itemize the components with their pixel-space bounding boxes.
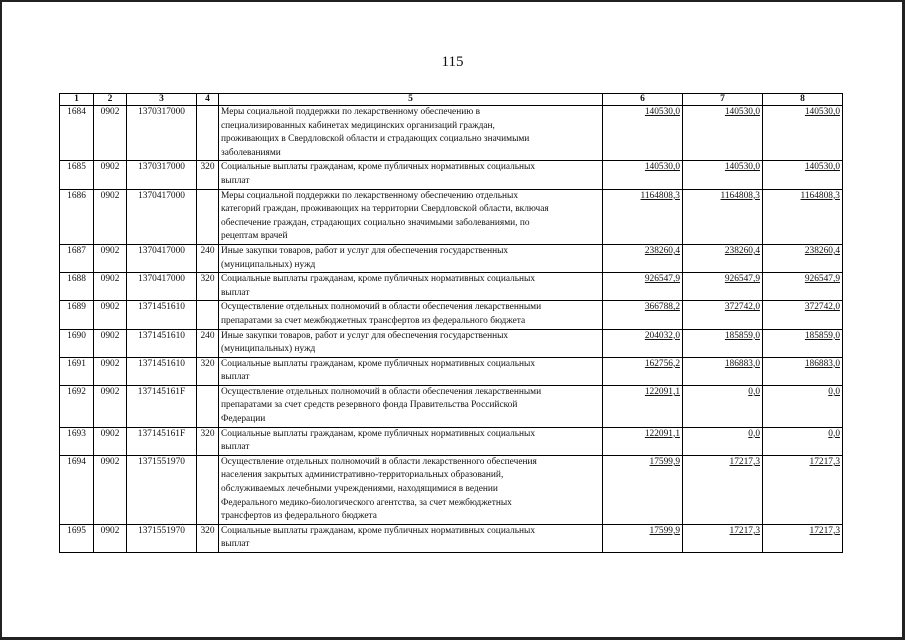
amount-cell-col-7 <box>683 244 763 272</box>
description-line: обслуживаемых лечебными учреждениями, находящимися в ведении <box>221 484 498 495</box>
amount-value: 17217,3 <box>729 525 760 536</box>
row-number-cell: 1694 <box>60 455 94 524</box>
row-number-cell: 1692 <box>60 385 94 427</box>
amount-value: 1164808,3 <box>720 190 760 201</box>
header-col-1: 1 <box>60 94 94 106</box>
section-code-cell: 0902 <box>94 524 127 552</box>
amount-value: 238260,4 <box>644 245 680 256</box>
amount-cell-col-7 <box>683 161 763 189</box>
description-line: выплат <box>221 442 250 453</box>
amount-value: 185859,0 <box>724 330 760 341</box>
expense-type-cell <box>197 106 219 161</box>
section-code-cell: 0902 <box>94 161 127 189</box>
description-line: (муниципальных) нужд <box>221 344 316 355</box>
budget-table <box>59 93 843 553</box>
section-code-cell: 0902 <box>94 301 127 329</box>
description-line: Социальные выплаты гражданам, кроме публичных нормативных социальных <box>221 525 536 536</box>
amount-cell-col-6 <box>603 273 683 301</box>
expense-type-cell <box>197 455 219 524</box>
amount-value: 238260,4 <box>724 245 760 256</box>
amount-cell-col-7 <box>683 301 763 329</box>
amount-cell-col-8 <box>763 385 843 427</box>
amount-value: 186883,0 <box>804 358 840 369</box>
expense-type-cell: 320 <box>197 524 219 552</box>
header-col-5: 5 <box>219 94 603 106</box>
expense-type-cell: 240 <box>197 329 219 357</box>
amount-value: 186883,0 <box>724 358 760 369</box>
amount-cell-col-8 <box>763 357 843 385</box>
table-row <box>60 357 843 385</box>
amount-cell-col-6 <box>603 455 683 524</box>
amount-value: 0,0 <box>748 386 760 397</box>
row-number-cell: 1689 <box>60 301 94 329</box>
amount-cell-col-7 <box>683 189 763 244</box>
row-number-cell: 1687 <box>60 244 94 272</box>
description-line: препаратами за счет межбюджетных трансфертов из федерального бюджета <box>221 315 526 326</box>
expense-type-cell: 320 <box>197 273 219 301</box>
description-cell <box>219 189 603 244</box>
amount-value: 140530,0 <box>644 162 680 173</box>
description-line: выплат <box>221 175 250 186</box>
description-line: Меры социальной поддержки по лекарственному обеспечению отдельных <box>221 190 519 201</box>
amount-cell-col-6 <box>603 301 683 329</box>
table-row <box>60 106 843 161</box>
amount-cell-col-6 <box>603 189 683 244</box>
amount-cell-col-6 <box>603 244 683 272</box>
description-line: (муниципальных) нужд <box>221 259 316 270</box>
amount-value: 122091,1 <box>644 386 680 397</box>
section-code-cell: 0902 <box>94 329 127 357</box>
amount-cell-col-6 <box>603 329 683 357</box>
row-number-cell: 1695 <box>60 524 94 552</box>
amount-cell-col-7 <box>683 427 763 455</box>
table-row <box>60 301 843 329</box>
amount-value: 1164808,3 <box>640 190 680 201</box>
amount-value: 17217,3 <box>809 456 840 467</box>
target-article-cell: 1371551970 <box>127 524 197 552</box>
amount-value: 926547,9 <box>644 274 680 285</box>
description-line: заболеваниями <box>221 147 281 158</box>
amount-value: 17217,3 <box>729 456 760 467</box>
amount-cell-col-7 <box>683 106 763 161</box>
description-line: Социальные выплаты гражданам, кроме публичных нормативных социальных <box>221 274 536 285</box>
description-line: Социальные выплаты гражданам, кроме публичных нормативных социальных <box>221 428 536 439</box>
table-row <box>60 385 843 427</box>
amount-value: 238260,4 <box>804 245 840 256</box>
section-code-cell: 0902 <box>94 385 127 427</box>
amount-value: 17599,9 <box>649 456 680 467</box>
table-header <box>60 94 843 106</box>
expense-type-cell: 320 <box>197 427 219 455</box>
amount-value: 140530,0 <box>724 107 760 117</box>
description-line: Иные закупки товаров, работ и услуг для обеспечения государственных <box>221 330 509 341</box>
expense-type-cell <box>197 301 219 329</box>
row-number-cell: 1690 <box>60 329 94 357</box>
target-article-cell: 1370317000 <box>127 106 197 161</box>
description-line: Осуществление отдельных полномочий в области обеспечения лекарственными <box>221 386 542 397</box>
row-number-cell: 1691 <box>60 357 94 385</box>
amount-value: 17217,3 <box>809 525 840 536</box>
section-code-cell: 0902 <box>94 357 127 385</box>
amount-cell-col-7 <box>683 385 763 427</box>
row-number-cell: 1685 <box>60 161 94 189</box>
description-cell <box>219 427 603 455</box>
amount-value: 122091,1 <box>644 428 680 439</box>
target-article-cell: 137145161F <box>127 385 197 427</box>
amount-cell-col-6 <box>603 106 683 161</box>
amount-cell-col-7 <box>683 524 763 552</box>
amount-value: 204032,0 <box>644 330 680 341</box>
page-number: 115 <box>441 54 464 70</box>
description-cell <box>219 106 603 161</box>
row-number-cell: 1688 <box>60 273 94 301</box>
description-line: рецептам врачей <box>221 231 288 242</box>
amount-cell-col-8 <box>763 524 843 552</box>
table-row <box>60 455 843 524</box>
description-line: Иные закупки товаров, работ и услуг для обеспечения государственных <box>221 245 509 256</box>
target-article-cell: 1371451610 <box>127 357 197 385</box>
amount-value: 1164808,3 <box>800 190 840 201</box>
description-line: Социальные выплаты гражданам, кроме публичных нормативных социальных <box>221 358 536 369</box>
amount-cell-col-8 <box>763 161 843 189</box>
amount-value: 372742,0 <box>724 302 760 313</box>
description-cell <box>219 244 603 272</box>
amount-value: 372742,0 <box>804 302 840 313</box>
section-code-cell: 0902 <box>94 244 127 272</box>
amount-cell-col-8 <box>763 427 843 455</box>
table-row <box>60 244 843 272</box>
row-number-cell: 1693 <box>60 427 94 455</box>
amount-value: 162756,2 <box>644 358 680 369</box>
description-cell <box>219 385 603 427</box>
description-cell <box>219 301 603 329</box>
table-row <box>60 524 843 552</box>
amount-value: 0,0 <box>748 428 760 439</box>
table-row <box>60 273 843 301</box>
description-line: выплат <box>221 287 250 298</box>
target-article-cell: 1371451610 <box>127 301 197 329</box>
description-line: выплат <box>221 539 250 550</box>
description-line: Федерации <box>221 414 266 425</box>
expense-type-cell: 320 <box>197 357 219 385</box>
amount-value: 140530,0 <box>724 162 760 173</box>
amount-cell-col-6 <box>603 357 683 385</box>
description-cell <box>219 455 603 524</box>
description-line: обеспечение граждан, страдающих социально значимыми заболеваниями, по <box>221 217 530 228</box>
row-number-cell: 1686 <box>60 189 94 244</box>
description-cell <box>219 273 603 301</box>
section-code-cell: 0902 <box>94 427 127 455</box>
amount-cell-col-8 <box>763 244 843 272</box>
description-line: Осуществление отдельных полномочий в области лекарственного обеспечения <box>221 456 537 467</box>
target-article-cell: 1370417000 <box>127 189 197 244</box>
amount-cell-col-8 <box>763 329 843 357</box>
amount-cell-col-6 <box>603 161 683 189</box>
description-line: Федерального медико-биологического агентства, за счет межбюджетных <box>221 497 512 508</box>
amount-cell-col-8 <box>763 455 843 524</box>
target-article-cell: 1370417000 <box>127 244 197 272</box>
description-line: выплат <box>221 372 250 383</box>
amount-value: 17599,9 <box>649 525 680 536</box>
description-line: специализированных кабинетах медицинских организаций граждан, <box>221 120 495 131</box>
table-row <box>60 189 843 244</box>
description-line: Осуществление отдельных полномочий в области обеспечения лекарственными <box>221 302 542 313</box>
target-article-cell: 137145161F <box>127 427 197 455</box>
section-code-cell: 0902 <box>94 273 127 301</box>
amount-cell-col-8 <box>763 273 843 301</box>
target-article-cell: 1370417000 <box>127 273 197 301</box>
target-article-cell: 1371451610 <box>127 329 197 357</box>
amount-cell-col-7 <box>683 273 763 301</box>
header-col-8: 8 <box>763 94 843 106</box>
table-row <box>60 329 843 357</box>
amount-cell-col-8 <box>763 301 843 329</box>
header-col-2: 2 <box>94 94 127 106</box>
amount-cell-col-7 <box>683 329 763 357</box>
amount-cell-col-7 <box>683 455 763 524</box>
amount-value: 0,0 <box>828 386 840 397</box>
description-cell <box>219 161 603 189</box>
amount-value: 140530,0 <box>644 107 680 117</box>
target-article-cell: 1371551970 <box>127 455 197 524</box>
amount-value: 140530,0 <box>804 162 840 173</box>
expense-type-cell: 240 <box>197 244 219 272</box>
table-row <box>60 161 843 189</box>
expense-type-cell <box>197 385 219 427</box>
row-number-cell: 1684 <box>60 106 94 161</box>
header-row <box>60 94 843 106</box>
amount-value: 185859,0 <box>804 330 840 341</box>
amount-cell-col-6 <box>603 524 683 552</box>
section-code-cell: 0902 <box>94 455 127 524</box>
section-code-cell: 0902 <box>94 189 127 244</box>
header-col-4: 4 <box>197 94 219 106</box>
amount-cell-col-6 <box>603 427 683 455</box>
target-article-cell: 1370317000 <box>127 161 197 189</box>
amount-value: 926547,9 <box>804 274 840 285</box>
table-body <box>60 106 843 553</box>
amount-cell-col-8 <box>763 189 843 244</box>
amount-value: 140530,0 <box>804 107 840 117</box>
amount-cell-col-8 <box>763 106 843 161</box>
amount-value: 926547,9 <box>724 274 760 285</box>
description-line: Социальные выплаты гражданам, кроме публичных нормативных социальных <box>221 162 536 173</box>
section-code-cell: 0902 <box>94 106 127 161</box>
amount-value: 366788,2 <box>644 302 680 313</box>
page-border-left <box>0 0 2 640</box>
amount-cell-col-7 <box>683 357 763 385</box>
amount-value: 0,0 <box>828 428 840 439</box>
expense-type-cell: 320 <box>197 161 219 189</box>
header-col-3: 3 <box>127 94 197 106</box>
page-border-top <box>0 0 905 2</box>
description-line: трансфертов из федерального бюджета <box>221 511 377 522</box>
description-line: населения закрытых административно-территориальных образований, <box>221 470 504 481</box>
expense-type-cell <box>197 189 219 244</box>
header-col-7: 7 <box>683 94 763 106</box>
amount-cell-col-6 <box>603 385 683 427</box>
description-line: препаратами за счет средств резервного фонда Правительства Российской <box>221 400 518 411</box>
table-row <box>60 427 843 455</box>
description-cell <box>219 524 603 552</box>
description-line: категорий граждан, проживающих на территории Свердловской области, включая <box>221 204 549 215</box>
description-line: проживающих в Свердловской области и страдающих социально значимыми <box>221 134 530 145</box>
header-col-6: 6 <box>603 94 683 106</box>
description-cell <box>219 357 603 385</box>
description-cell <box>219 329 603 357</box>
description-line: Меры социальной поддержки по лекарственному обеспечению в <box>221 107 481 117</box>
